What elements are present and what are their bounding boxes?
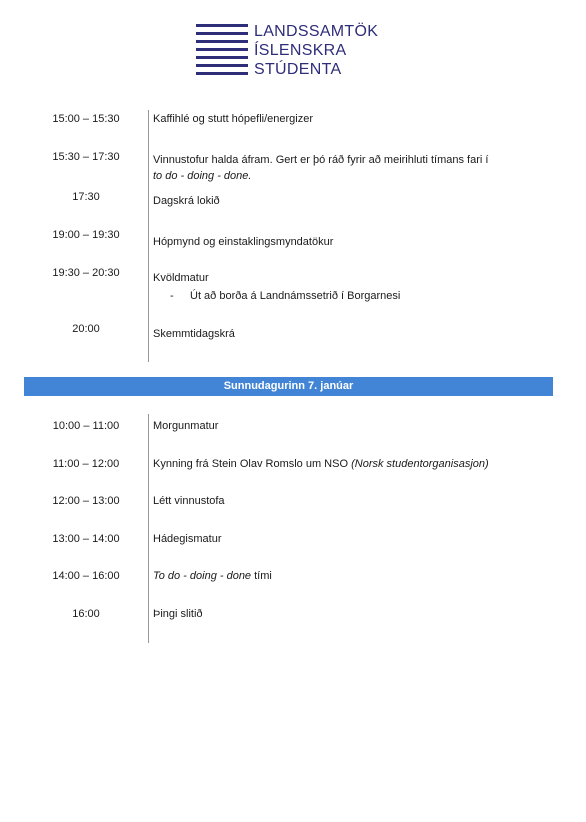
schedule-time: 17:30 bbox=[72, 191, 100, 203]
schedule-desc: Dagskrá lokið bbox=[153, 195, 220, 207]
schedule-desc: Kvöldmatur bbox=[153, 272, 209, 284]
schedule-time: 14:00 – 16:00 bbox=[52, 570, 120, 582]
schedule-sub-text: Út að borða á Landnámssetrið í Borgarnesi bbox=[190, 290, 401, 302]
list-dash: - bbox=[170, 290, 174, 302]
schedule-desc: Kaffihlé og stutt hópefli/energizer bbox=[153, 113, 314, 125]
schedule-time: 15:00 – 15:30 bbox=[52, 113, 120, 125]
logo-stripes-icon bbox=[196, 22, 248, 80]
organization-logo bbox=[196, 22, 396, 82]
schedule-desc: Morgunmatur bbox=[153, 420, 219, 432]
schedule-time: 20:00 bbox=[72, 323, 100, 335]
schedule-desc bbox=[153, 568, 553, 584]
schedule-desc bbox=[153, 152, 553, 184]
schedule-desc-line: Vinnustofur halda áfram. Gert er þó ráð fyrir að meirihluti tímans fari í bbox=[153, 154, 489, 166]
schedule-time: 10:00 – 11:00 bbox=[52, 420, 120, 432]
schedule-desc: Þingi slitið bbox=[153, 608, 203, 620]
schedule-desc-text: tími bbox=[254, 570, 272, 582]
schedule-desc-italic: (Norsk studentorganisasjon) bbox=[351, 458, 489, 470]
schedule-time: 12:00 – 13:00 bbox=[52, 495, 120, 507]
logo-line-1: LANDSSAMTÖK bbox=[254, 23, 379, 40]
logo-line-3: STÚDENTA bbox=[254, 61, 342, 78]
schedule-desc-italic: To do - doing - done bbox=[153, 570, 252, 582]
schedule-time: 19:00 – 19:30 bbox=[52, 229, 120, 241]
schedule-time: 13:00 – 14:00 bbox=[52, 533, 120, 545]
schedule-desc-italic: to do - doing - done. bbox=[153, 170, 252, 182]
schedule-desc-text: Kynning frá Stein Olav Romslo um NSO bbox=[153, 458, 349, 470]
schedule-desc bbox=[153, 456, 553, 472]
schedule-desc: Hópmynd og einstaklingsmyndatökur bbox=[153, 236, 334, 248]
schedule-divider-1 bbox=[148, 110, 149, 362]
schedule-time: 11:00 – 12:00 bbox=[52, 458, 120, 470]
schedule-desc: Hádegismatur bbox=[153, 533, 222, 545]
schedule-sub-item bbox=[170, 288, 400, 304]
day-header: Sunnudagurinn 7. janúar bbox=[24, 377, 553, 396]
schedule-desc: Skemmtidagskrá bbox=[153, 328, 235, 340]
schedule-desc: Létt vinnustofa bbox=[153, 495, 225, 507]
schedule-time: 16:00 bbox=[72, 608, 100, 620]
logo-text bbox=[254, 22, 378, 79]
schedule-time: 19:30 – 20:30 bbox=[52, 267, 120, 279]
schedule-divider-2 bbox=[148, 414, 149, 643]
logo-line-2: ÍSLENSKRA bbox=[254, 42, 347, 59]
schedule-time: 15:30 – 17:30 bbox=[52, 151, 120, 163]
